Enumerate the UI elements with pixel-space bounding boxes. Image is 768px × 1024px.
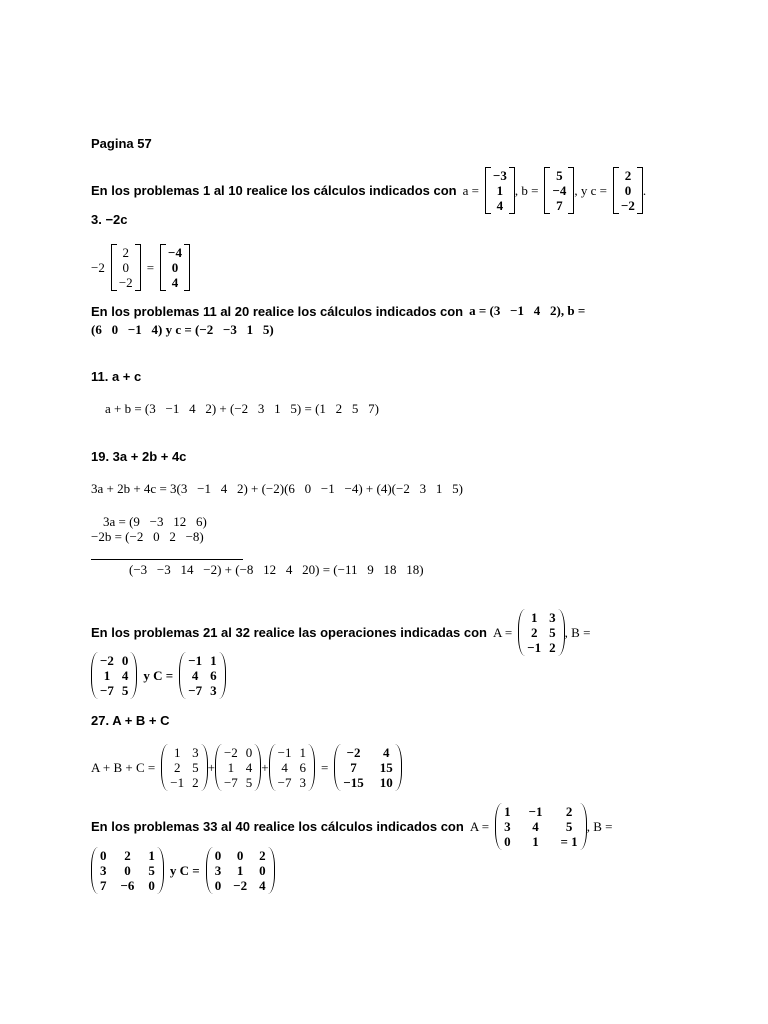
intro-2-line-1: En los problemas 11 al 20 realice los cálculos indicados con a = (3 −1 4 2), b = (91, 303, 586, 319)
intro-1-b-eq: , b = (514, 182, 539, 198)
matrix-A-3x3: 1 −1 2 3 4 5 0 1 = 1 (495, 803, 587, 850)
intro-3-line-2: −2 0 1 4 −7 5 y C = −1 1 4 6 −7 3 (91, 652, 226, 699)
matrix-C-3x3: 0 0 2 3 1 0 0 −2 4 (206, 847, 275, 894)
vector-a: −3 1 4 (485, 167, 515, 214)
intro-1-c-eq: , y c = (574, 182, 607, 198)
problem-27-title: 27. A + B + C (91, 713, 170, 728)
problem-19-sum: (−3 −3 14 −2) + (−8 12 4 20) = (−11 9 18 18) (129, 562, 424, 577)
problem-3-title: 3. −2c (91, 212, 128, 227)
matrix-B-3x3: 0 2 1 3 0 5 7 −6 0 (91, 847, 164, 894)
page-label: Pagina 57 (91, 136, 152, 151)
matrix-C: −1 1 4 6 −7 3 (179, 652, 225, 699)
problem-3-matrix-result: −4 0 4 (160, 244, 190, 291)
problem-11-equation: a + b = (3 −1 4 2) + (−2 3 1 5) = (1 2 5 7) (105, 401, 379, 416)
intro-2-line-2: (6 0 −1 4) y c = (−2 −3 1 5) (91, 322, 274, 337)
problem-27-matrix-result: −2 4 7 15 −15 10 (334, 744, 401, 791)
intro-1-a-eq: a = (462, 182, 479, 198)
problem-19-title: 19. 3a + 2b + 4c (91, 449, 187, 464)
sum-rule (91, 559, 243, 560)
problem-3-matrix-1: 2 0 −2 (111, 244, 141, 291)
matrix-B: −2 0 1 4 −7 5 (91, 652, 137, 699)
problem-11-title: 11. a + c (91, 369, 142, 384)
intro-3-line-1: En los problemas 21 al 32 realice las operaciones indicadas con A = 1 3 2 5 −1 2 , B = (91, 610, 591, 655)
problem-19-step-2: −2b = (−2 0 2 −8) (91, 529, 204, 544)
problem-19-equation: 3a + 2b + 4c = 3(3 −1 4 2) + (−2)(6 0 −1 −4) + (4)(−2 3 1 5) (91, 481, 463, 496)
intro-4-line-1: En los problemas 33 al 40 realice los cálculos indicados con A = 1 −1 2 3 4 5 0 1 = 1 , B = (91, 804, 613, 849)
problem-27-matrix-3: −1 1 4 6 −7 3 (269, 744, 315, 791)
problem-27-matrix-1: 1 3 2 5 −1 2 (161, 744, 207, 791)
matrix-A: 1 3 2 5 −1 2 (518, 609, 564, 656)
intro-1-text: En los problemas 1 al 10 realice los cálculos indicados con (91, 183, 457, 198)
intro-4-line-2: 0 2 1 3 0 5 7 −6 0 y C = 0 0 2 3 1 0 0 −2 4 (91, 847, 275, 894)
problem-27-equation: A + B + C = 1 3 2 5 −1 2 + −2 0 1 4 −7 5 + −1 1 4 6 −7 3 = −2 4 7 15 −15 10 (91, 744, 402, 791)
problem-27-matrix-2: −2 0 1 4 −7 5 (215, 744, 261, 791)
problem-19-step-1: 3a = (9 −3 12 6) (103, 514, 207, 529)
problem-3-equation: −2 2 0 −2 = −4 0 4 (91, 244, 190, 291)
vector-c: 2 0 −2 (613, 167, 643, 214)
vector-b: 5 −4 7 (544, 167, 574, 214)
intro-1: En los problemas 1 al 10 realice los cálculos indicados con a = −3 1 4 , b = 5 −4 7 , y c = 2 0 −2 . (91, 168, 647, 213)
